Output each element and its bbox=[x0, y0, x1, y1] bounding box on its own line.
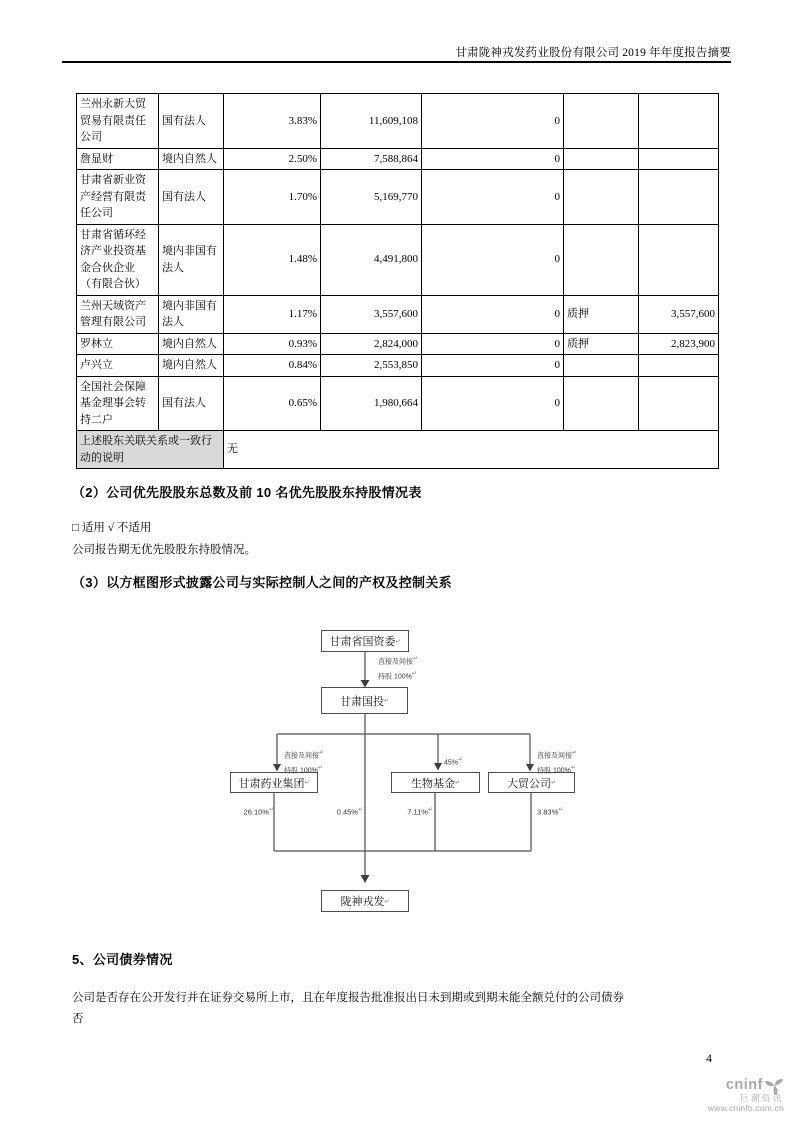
shareholder-row bbox=[77, 170, 719, 225]
paragraph-mark: ↵ bbox=[454, 779, 461, 786]
shareholder-row bbox=[77, 295, 719, 333]
node-label: 甘肃药业集团 bbox=[238, 777, 305, 790]
pct-value: 7.11% bbox=[407, 807, 428, 817]
cell-pledge-status: 质押 bbox=[564, 333, 639, 355]
cell-ratio: 0.65% bbox=[224, 376, 321, 431]
cell-name: 兰州天域资产管理有限公司 bbox=[77, 295, 159, 333]
cninfo-brand-text: cninf bbox=[725, 1077, 763, 1094]
shareholder-row bbox=[77, 355, 719, 377]
cninfo-chinese-name: 巨潮资讯 bbox=[739, 1093, 784, 1103]
cell-restricted: 0 bbox=[422, 295, 564, 333]
shareholder-table bbox=[76, 93, 719, 469]
paragraph-mark: ↵ bbox=[570, 764, 576, 772]
cell-ratio: 3.83% bbox=[224, 94, 321, 149]
cell-pledge-amount bbox=[639, 148, 719, 170]
cell-name: 甘肃省新业资产经营有限责任公司 bbox=[77, 170, 159, 225]
cell-name: 卢兴立 bbox=[77, 355, 159, 377]
header-rule bbox=[62, 61, 731, 63]
paragraph-mark: ↵ bbox=[558, 806, 564, 813]
pct-label-bio-fund bbox=[395, 806, 433, 817]
cell-holder-type: 境内非国有法人 bbox=[159, 295, 224, 333]
cell-ratio: 2.50% bbox=[224, 148, 321, 170]
edge-label-line: 直接及间接 bbox=[537, 752, 572, 760]
cell-pledge-amount bbox=[639, 224, 719, 295]
ownership-structure-diagram bbox=[172, 617, 632, 917]
node-label: 甘肃省国资委 bbox=[329, 636, 396, 648]
pct-label-pharma-group bbox=[236, 806, 274, 817]
applicability-line bbox=[72, 519, 151, 535]
cell-shares: 2,824,000 bbox=[321, 333, 422, 355]
node-label: 甘肃国投 bbox=[339, 695, 384, 708]
node-label: 大贸公司 bbox=[506, 777, 551, 790]
section5-question: 公司是否存在公开发行并在证券交易所上市，且在年度报告批准报出日未到期或到期未能全额兑付的公司债券 bbox=[72, 992, 624, 1004]
cell-pledge-status bbox=[564, 355, 639, 377]
section5-answer: 否 bbox=[72, 1013, 84, 1025]
cell-ratio: 0.93% bbox=[224, 333, 321, 355]
cell-pledge-amount: 2,823,900 bbox=[639, 333, 719, 355]
cell-holder-type: 国有法人 bbox=[159, 376, 224, 431]
paragraph-mark: ↵ bbox=[427, 806, 433, 813]
section2-title: （2）公司优先股股东总数及前 10 名优先股股东持股情况表 bbox=[72, 485, 422, 500]
cell-holder-type: 国有法人 bbox=[159, 94, 224, 149]
paragraph-mark: ↵ bbox=[411, 670, 417, 678]
paragraph-mark: ↵ bbox=[458, 756, 464, 763]
cell-shares: 4,491,800 bbox=[321, 224, 422, 295]
cell-pledge-status: 质押 bbox=[564, 295, 639, 333]
cell-ratio: 0.84% bbox=[224, 355, 321, 377]
pct-value: 0.45% bbox=[336, 807, 358, 817]
shareholder-row bbox=[77, 94, 719, 149]
section2-body: 公司报告期无优先股股东持股情况。 bbox=[72, 544, 256, 556]
section3-title: （3）以方框图形式披露公司与实际控制人之间的产权及控制关系 bbox=[72, 575, 452, 590]
paragraph-mark: ↵ bbox=[357, 806, 363, 813]
pct-value: 3.83% bbox=[537, 807, 559, 817]
document-header-title: 甘肃陇神戎发药业股份有限公司 2019 年年度报告摘要 bbox=[455, 47, 731, 59]
cell-ratio: 1.17% bbox=[224, 295, 321, 333]
cell-restricted: 0 bbox=[422, 333, 564, 355]
cell-restricted: 0 bbox=[422, 224, 564, 295]
cell-pledge-status bbox=[564, 376, 639, 431]
shareholder-row bbox=[77, 148, 719, 170]
cell-pledge-status bbox=[564, 148, 639, 170]
paragraph-mark: ↵ bbox=[572, 749, 578, 756]
relation-note-label: 上述股东关联关系或一致行动的说明 bbox=[77, 431, 224, 469]
cninfo-url: www.cninfo.com.cn bbox=[707, 1102, 784, 1113]
paragraph-mark: ↵ bbox=[395, 637, 401, 645]
cell-ratio: 1.70% bbox=[224, 170, 321, 225]
cell-holder-type: 国有法人 bbox=[159, 170, 224, 225]
paragraph-mark: ↵ bbox=[304, 779, 310, 786]
cell-name: 詹显财 bbox=[77, 148, 159, 170]
edge-label-line: 持股 100% bbox=[284, 767, 318, 775]
paragraph-mark: ↵ bbox=[413, 655, 419, 662]
not-applicable-label: 不适用 bbox=[116, 522, 152, 534]
pct-label-direct bbox=[325, 806, 363, 817]
cell-restricted: 0 bbox=[422, 376, 564, 431]
cell-restricted: 0 bbox=[422, 94, 564, 149]
cell-shares: 11,609,108 bbox=[321, 94, 422, 149]
checkbox-unchecked-icon: □ bbox=[72, 522, 79, 534]
cell-pledge-amount bbox=[639, 170, 719, 225]
section5-title: 5、公司债券情况 bbox=[72, 952, 173, 967]
cell-restricted: 0 bbox=[422, 355, 564, 377]
paragraph-mark: ↵ bbox=[268, 806, 274, 813]
page-number: 4 bbox=[706, 1051, 712, 1065]
cell-shares: 5,169,770 bbox=[321, 170, 422, 225]
shareholder-row bbox=[77, 333, 719, 355]
paragraph-mark: ↵ bbox=[550, 779, 557, 786]
edge-label-line: 直接及间接 bbox=[378, 658, 413, 666]
cell-ratio: 1.48% bbox=[224, 224, 321, 295]
node-bio-fund bbox=[391, 772, 480, 793]
cell-shares: 7,588,864 bbox=[321, 148, 422, 170]
edge-label-gov-to-invest bbox=[378, 653, 418, 684]
cell-shares: 1,980,664 bbox=[321, 376, 422, 431]
cell-holder-type: 境内自然人 bbox=[159, 333, 224, 355]
cell-pledge-status bbox=[564, 170, 639, 225]
cell-name: 全国社会保障基金理事会转持二户 bbox=[77, 376, 159, 431]
cell-pledge-amount bbox=[639, 376, 719, 431]
cell-restricted: 0 bbox=[422, 170, 564, 225]
edge-label-line: 持股 100% bbox=[378, 673, 412, 681]
node-gansu-invest bbox=[321, 687, 408, 714]
shareholder-row bbox=[77, 224, 719, 295]
edge-label-to-pharma-group bbox=[284, 747, 324, 778]
cell-pledge-amount bbox=[639, 355, 719, 377]
cell-shares: 2,553,850 bbox=[321, 355, 422, 377]
node-label: 陇神戎发 bbox=[340, 896, 385, 908]
paragraph-mark: ↵ bbox=[384, 897, 390, 905]
pct-label-trade-company bbox=[537, 806, 563, 817]
cell-name: 兰州永新大贸贸易有限责任公司 bbox=[77, 94, 159, 149]
cell-pledge-amount: 3,557,600 bbox=[639, 295, 719, 333]
cell-name: 罗林立 bbox=[77, 333, 159, 355]
cninfo-logo bbox=[708, 1076, 784, 1114]
pct-value: 26.10% bbox=[243, 807, 269, 817]
cell-pledge-status bbox=[564, 224, 639, 295]
cell-pledge-amount bbox=[639, 94, 719, 149]
paragraph-mark: ↵ bbox=[317, 764, 323, 772]
node-longshen-rongfa bbox=[321, 890, 409, 912]
edge-label-to-trade-company bbox=[537, 747, 577, 778]
cell-holder-type: 境内非国有法人 bbox=[159, 224, 224, 295]
node-provincial-sasac bbox=[321, 630, 409, 652]
cell-name: 甘肃省循环经济产业投资基金合伙企业（有限合伙） bbox=[77, 224, 159, 295]
cell-holder-type: 境内自然人 bbox=[159, 355, 224, 377]
edge-label-line: 直接及间接 bbox=[284, 752, 319, 760]
cell-holder-type: 境内自然人 bbox=[159, 148, 224, 170]
node-label: 生物基金 bbox=[410, 777, 455, 790]
cell-shares: 3,557,600 bbox=[321, 295, 422, 333]
relation-note-value: 无 bbox=[224, 431, 719, 469]
check-mark-icon: √ bbox=[107, 522, 115, 534]
edge-label-line: 45% bbox=[444, 759, 459, 767]
edge-label-line: 持股 100% bbox=[537, 767, 571, 775]
applicable-label: 适用 bbox=[81, 522, 105, 534]
cell-pledge-status bbox=[564, 94, 639, 149]
cell-restricted: 0 bbox=[422, 148, 564, 170]
paragraph-mark: ↵ bbox=[383, 697, 390, 704]
shareholder-row bbox=[77, 376, 719, 431]
edge-label-to-bio-fund bbox=[444, 754, 463, 769]
relation-note-row bbox=[77, 431, 719, 469]
paragraph-mark: ↵ bbox=[319, 749, 325, 756]
